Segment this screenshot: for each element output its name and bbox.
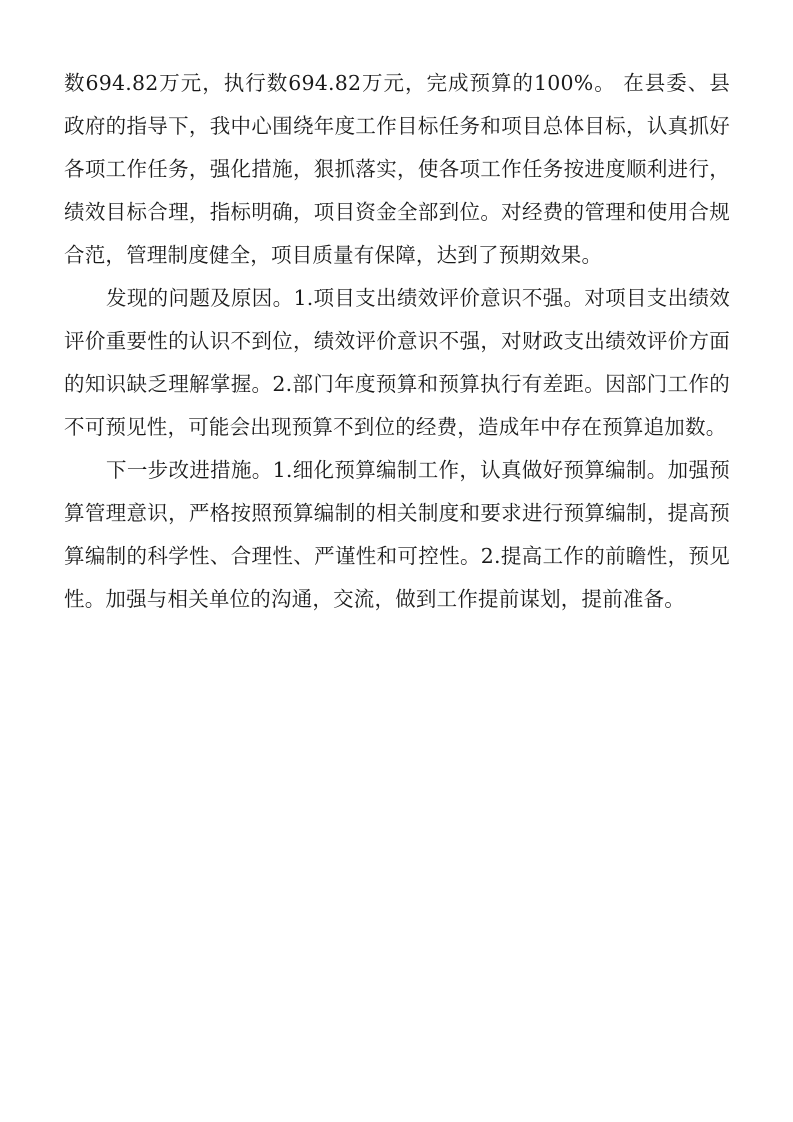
- paragraph-continuation: 数694.82万元，执行数694.82万元，完成预算的100%。 在县委、县政府的指导下，我中心围绕年度工作目标任务和项目总体目标，认真抓好各项工作任务，强化措施，狠抓落实，使各项工作任务按进度顺利进行，绩效目标合理，指标明确，项目资金全部到位。对经费的管理和使用合规合范，管理制度健全，项目质量有保障，达到了预期效果。: [64, 71, 730, 267]
- paragraph-problems: 发现的问题及原因。1.项目支出绩效评价意识不强。对项目支出绩效评价重要性的认识不到位，绩效评价意识不强，对财政支出绩效评价方面的知识缺乏理解掌握。2.部门年度预算和预算执行有差距。因部门工作的不可预见性，可能会出现预算不到位的经费，造成年中存在预算追加数。: [64, 286, 730, 439]
- document-body: [64, 62, 730, 621]
- paragraph-improvements: 下一步改进措施。1.细化预算编制工作，认真做好预算编制。加强预算管理意识，严格按照预算编制的相关制度和要求进行预算编制，提高预算编制的科学性、合理性、严谨性和可控性。2.提高工作的前瞻性，预见性。加强与相关单位的沟通，交流，做到工作提前谋划，提前准备。: [64, 458, 730, 611]
